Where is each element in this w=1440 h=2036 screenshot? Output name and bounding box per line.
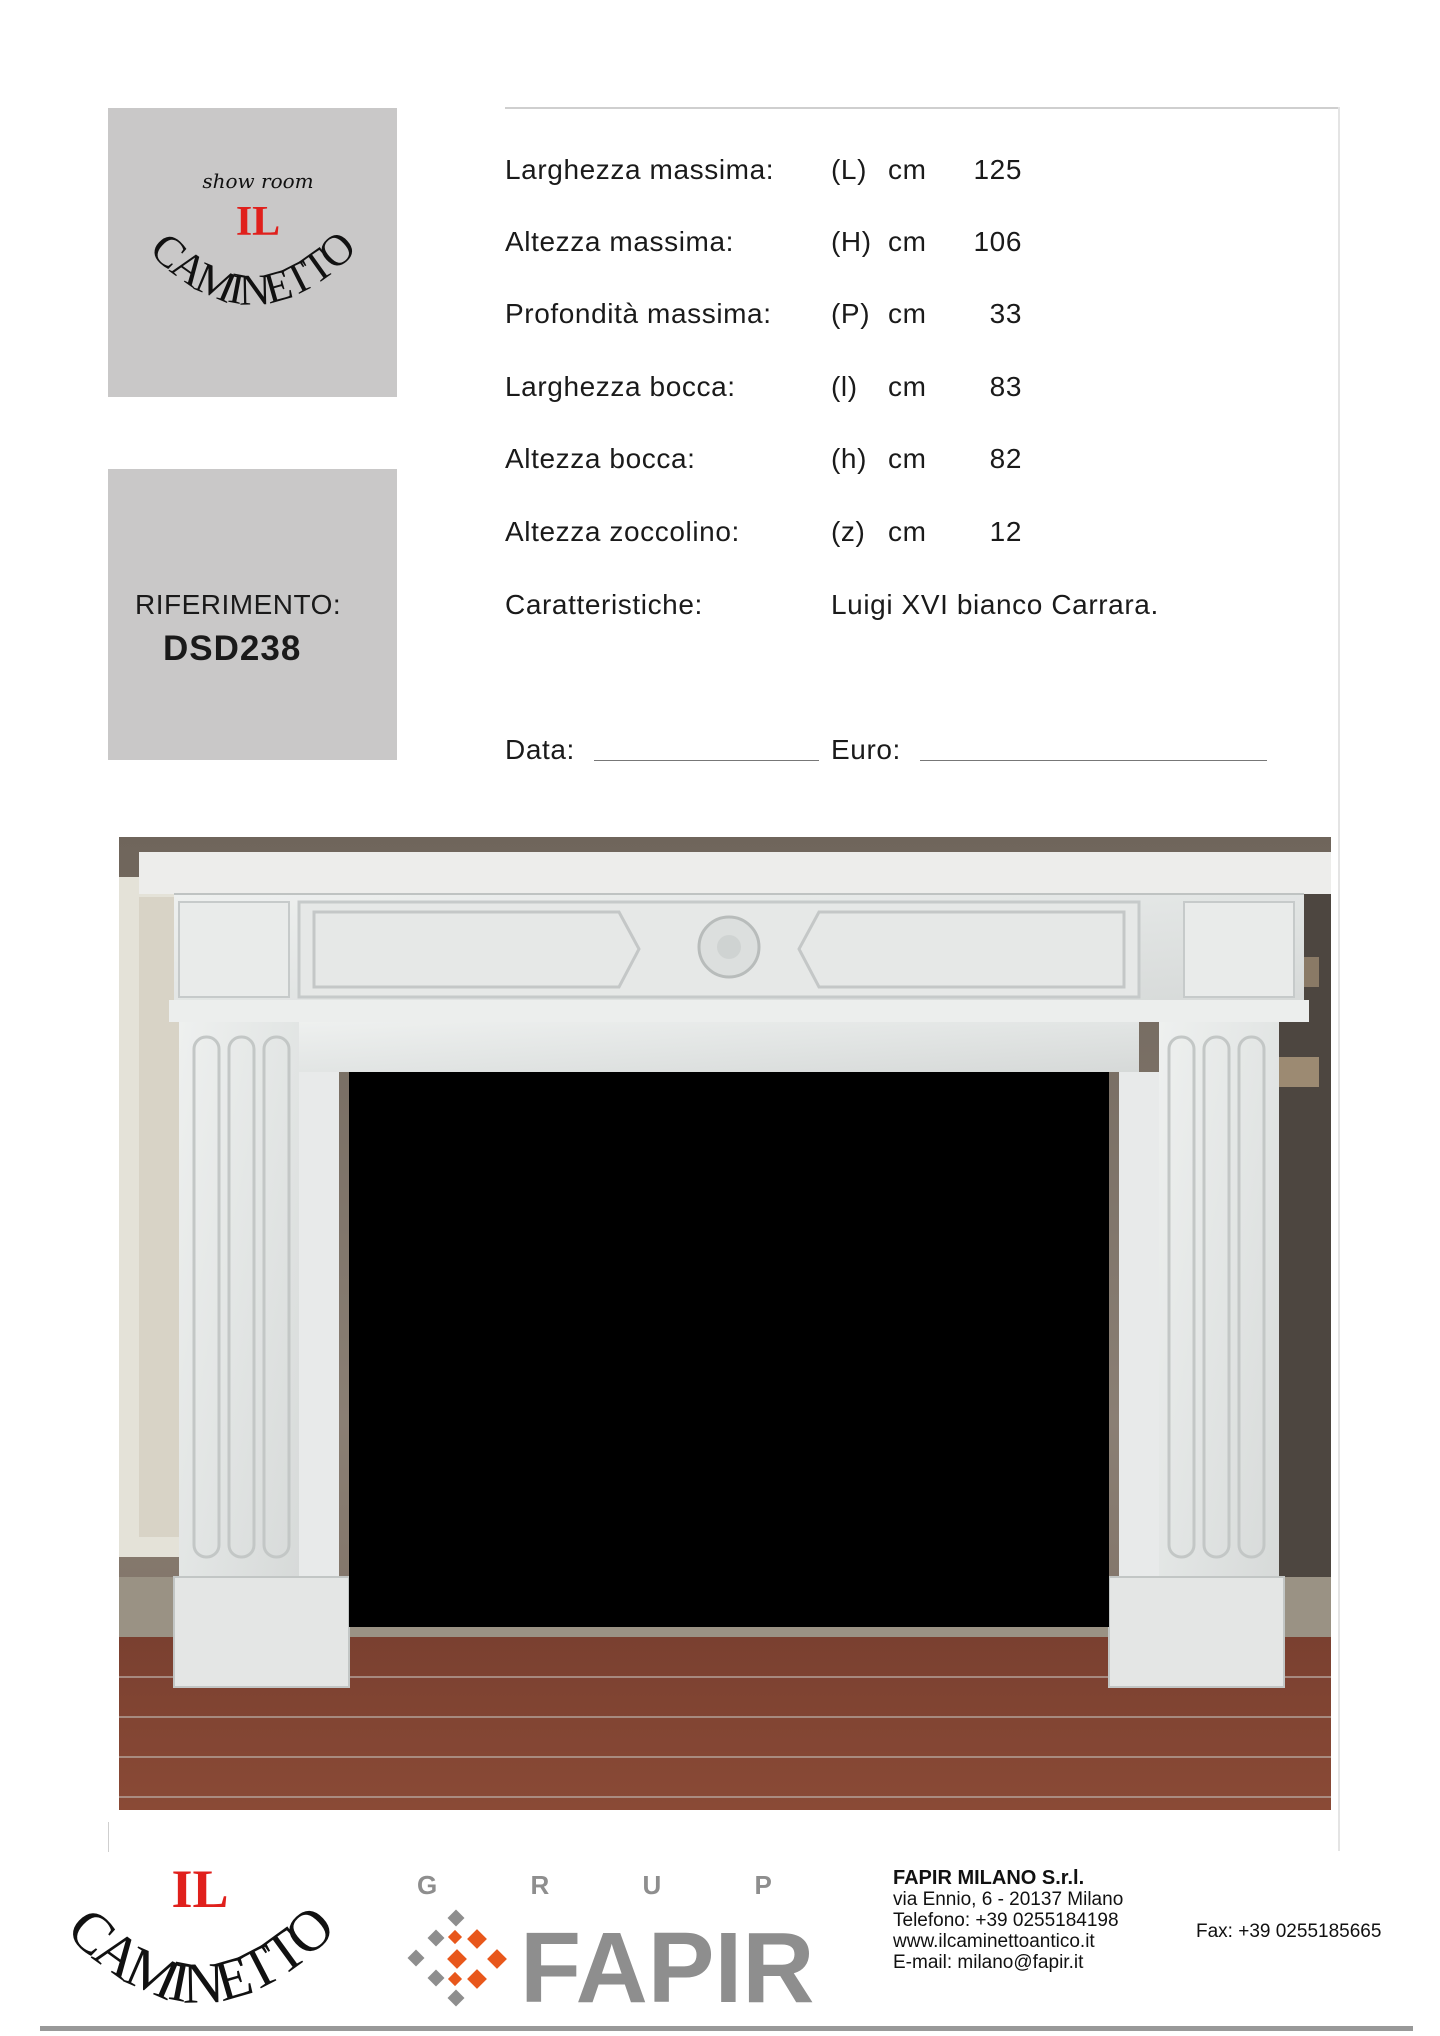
spec-value: 83 [989,371,1022,402]
company-info [893,1868,1123,1973]
price-blank-line [920,760,1267,761]
spec-code: (z) [831,516,866,547]
il-caminetto-logo [108,108,397,397]
date-label: Data: [505,734,575,765]
spec-unit: cm [888,371,927,402]
spec-code: (h) [831,443,868,474]
characteristics-label: Caratteristiche: [505,589,703,620]
spec-value: 33 [989,298,1022,329]
fapir-name: FAPIR [520,1912,815,2022]
spec-code: (H) [831,226,872,257]
footer-logo-arc: CAMINETTO [55,1894,345,2015]
spec-value: 125 [973,154,1022,185]
reference-panel [108,469,397,760]
spec-label: Altezza zoccolino: [505,516,740,547]
spec-unit: cm [888,298,927,329]
spec-unit: cm [888,516,927,547]
spec-unit: cm [888,443,927,474]
spec-value: 82 [989,443,1022,474]
company-address: via Ennio, 6 - 20137 Milano [893,1889,1124,1910]
frame-top-line [505,107,1339,109]
footer-logo-top: IL [171,1859,229,1919]
footer-caminetto-logo [30,1855,370,2020]
company-email[interactable]: E-mail: milano@fapir.it [893,1952,1084,1973]
fapir-group-word: G R U P [417,1870,815,1900]
spec-label: Altezza massima: [505,226,734,257]
spec-label: Profondità massima: [505,298,772,329]
logo-tagline: show room [202,169,314,193]
spec-label: Larghezza massima: [505,154,775,185]
company-website[interactable]: www.ilcaminettoantico.it [893,1931,1095,1952]
spec-unit: cm [888,226,927,257]
spec-label: Larghezza bocca: [505,371,736,402]
date-blank-line [594,760,819,761]
frame-right-line [1338,107,1340,1851]
logo-brand-arc: CAMINETTO [141,222,364,315]
logo-panel [108,108,397,397]
reference-code: DSD238 [163,629,302,668]
fapir-mosaic-icon [408,1910,507,2007]
footer-divider [40,2026,1413,2031]
characteristics-value: Luigi XVI bianco Carrara. [831,589,1159,620]
spec-value: 12 [989,516,1022,547]
company-phone: Telefono: +39 0255184198 [893,1910,1119,1931]
company-name: FAPIR MILANO S.r.l. [893,1867,1085,1889]
spec-code: (l) [831,371,858,402]
fapir-group-logo [380,1862,860,2027]
spec-code: (P) [831,298,871,329]
fireplace-photo [119,837,1331,1810]
spec-code: (L) [831,154,868,185]
company-fax: Fax: +39 0255185665 [1196,1921,1382,1942]
spec-value: 106 [973,226,1022,257]
spec-unit: cm [888,154,927,185]
frame-left-line [108,1822,109,1852]
spec-label: Altezza bocca: [505,443,696,474]
logo-brand-top: IL [235,199,281,245]
reference-label: RIFERIMENTO: [135,589,342,620]
price-label: Euro: [831,734,901,765]
